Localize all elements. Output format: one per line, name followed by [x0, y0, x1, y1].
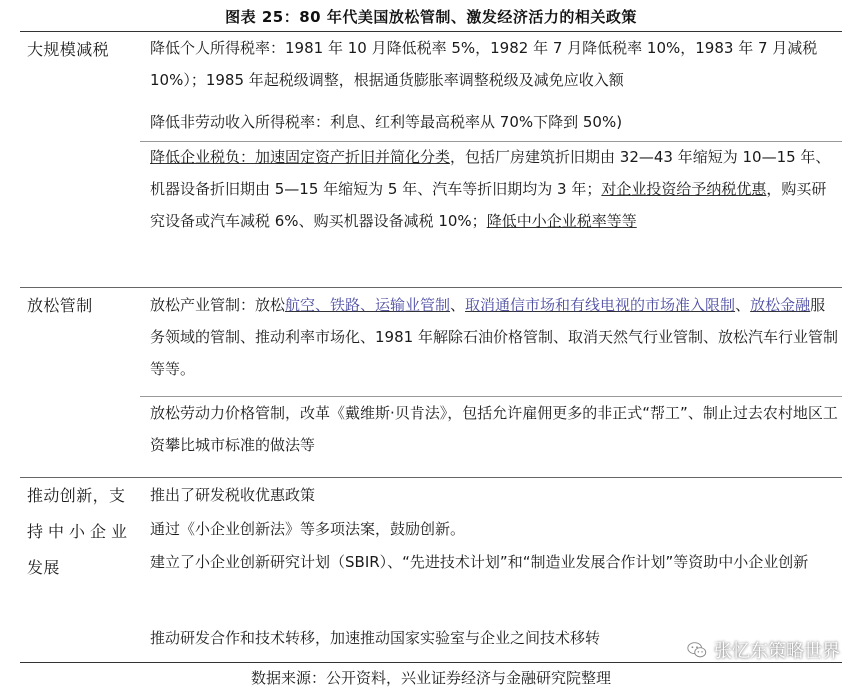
section-label-line: 持中小企业	[27, 522, 133, 541]
policy-small-business-innovation-act: 通过《小企业创新法》等多项法案，鼓励创新。	[150, 520, 466, 538]
data-source: 数据来源：公开资料，兴业证券经济与金融研究院整理	[250, 669, 611, 687]
link-aviation-rail-transport[interactable]: 航空、铁路、运输业管制	[285, 296, 451, 314]
figure-title: 图表 25：80 年代美国放松管制、激发经济活力的相关政策	[225, 8, 637, 26]
section-label-line: 发展	[27, 558, 60, 577]
policy-industry-deregulation-text: 服务领域的管制、推动利率市场化、1981 年解除石油价格管制、取消天然气行业管制、放松汽车行业管制等等。	[150, 296, 838, 378]
section-divider-rule	[20, 477, 842, 478]
section-divider-rule	[20, 287, 842, 288]
policy-investment-incentive-text: ，购买研究设备或汽车减税 6%、购买机器设备减税 10%；	[150, 180, 827, 230]
policy-investment-incentive: 对企业投资给予纳税优惠	[601, 180, 767, 198]
policy-tech-transfer: 推动研发合作和技术转移，加速推动国家实验室与企业之间技术移转	[150, 629, 601, 647]
section-label-tax-cut: 大规模减税	[27, 40, 110, 59]
policy-corporate-tax	[150, 141, 840, 237]
separator: 、	[450, 296, 466, 314]
link-telecom-cable-access[interactable]: 取消通信市场和有线电视的市场准入限制	[465, 296, 736, 314]
policy-rd-tax-incentive: 推出了研发税收优惠政策	[150, 486, 316, 504]
policy-non-labor-income-tax: 降低非劳动收入所得税率：利息、红利等最高税率从 70%下降到 50%)	[150, 113, 623, 131]
wechat-icon	[686, 639, 708, 661]
separator: 、	[735, 296, 751, 314]
policy-personal-income-tax: 降低个人所得税率：1981 年 10 月降低税率 5%，1982 年 7 月降低税率 10%，1983 年 7 月减税 10%）；1985 年起税级调整，根据通货膨胀率调整税级及减免应收入额	[150, 39, 818, 89]
section-label-line: 推动创新，支	[27, 486, 126, 505]
link-finance-deregulation[interactable]: 放松金融	[750, 296, 811, 314]
policy-sbir-programs: 建立了小企业创新研究计划（SBIR）、“先进技术计划”和“制造业发展合作计划”等资助中小企业创新	[150, 553, 809, 571]
section-label-innovation-sme	[27, 478, 139, 586]
watermark	[686, 637, 840, 663]
policy-corporate-tax-heading: 降低企业税负：加速固定资产折旧并简化分类	[150, 148, 451, 166]
policy-corporate-tax-text: ，包括厂房建筑折旧期由 32—43 年缩短为 10—15 年、机器设备折旧期由 5—15 年缩短为 5 年、汽车等折旧期均为 3 年；	[150, 148, 831, 198]
section-label-deregulation: 放松管制	[27, 296, 93, 315]
policy-sme-tax-rate: 降低中小企业税率等等	[486, 212, 637, 230]
policy-industry-deregulation-heading: 放松产业管制：放松	[150, 296, 286, 314]
policy-industry-deregulation	[150, 289, 840, 385]
policy-labor-price-deregulation: 放松劳动力价格管制，改革《戴维斯·贝肯法》，包括允许雇佣更多的非正式“帮工”、制止过去农村地区工资攀比城市标准的做法等	[150, 404, 838, 454]
watermark-text: 张忆东策略世界	[714, 641, 840, 662]
